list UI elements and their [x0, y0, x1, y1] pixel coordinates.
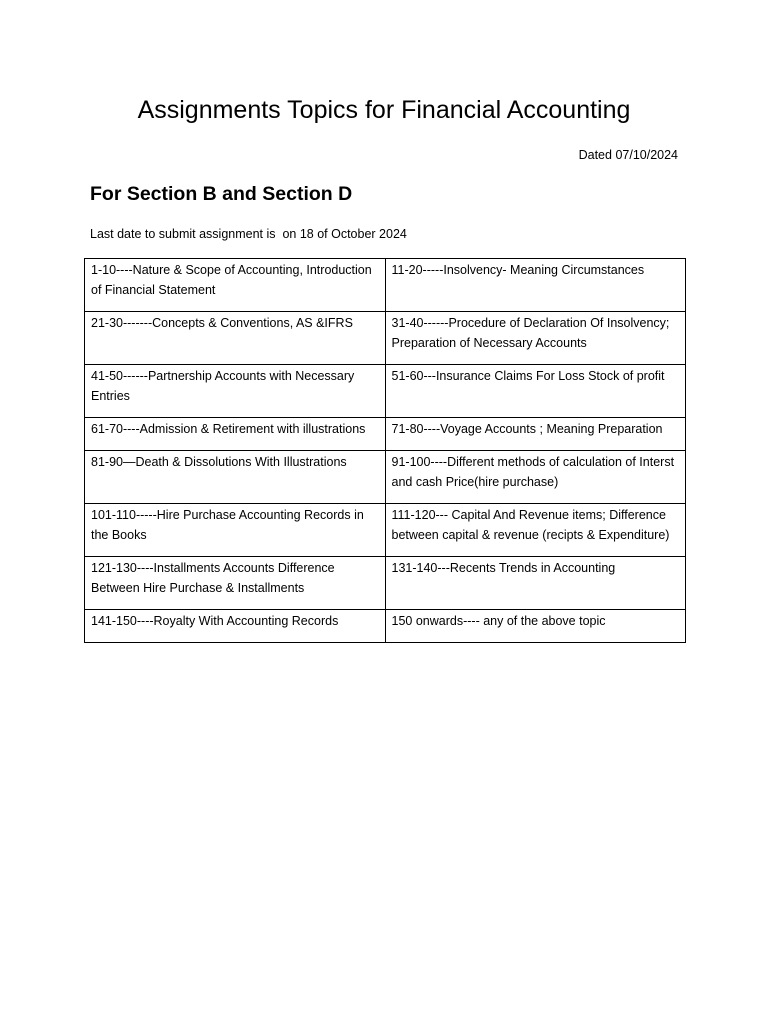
table-row — [85, 312, 686, 365]
document-title: Assignments Topics for Financial Accounting — [137, 96, 631, 124]
table-cell: 101-110-----Hire Purchase Accounting Records in the Books — [85, 504, 386, 557]
table-cell: 61-70----Admission & Retirement with illustrations — [85, 418, 386, 451]
deadline-text: Last date to submit assignment is on 18 of October 2024 — [90, 227, 407, 241]
table-cell: 71-80----Voyage Accounts ; Meaning Preparation — [385, 418, 686, 451]
table-cell: 81-90—Death & Dissolutions With Illustrations — [85, 451, 386, 504]
table-row — [85, 504, 686, 557]
section-heading: For Section B and Section D — [90, 183, 353, 205]
table-row — [85, 610, 686, 643]
table-cell: 1-10----Nature & Scope of Accounting, Introduction of Financial Statement — [85, 259, 386, 312]
table-cell: 41-50------Partnership Accounts with Necessary Entries — [85, 365, 386, 418]
table-cell: 21-30-------Concepts & Conventions, AS &IFRS — [85, 312, 386, 365]
table-cell: 51-60---Insurance Claims For Loss Stock of profit — [385, 365, 686, 418]
date-label: Dated 07/10/2024 — [578, 148, 678, 162]
table-cell: 121-130----Installments Accounts Difference Between Hire Purchase & Installments — [85, 557, 386, 610]
table-row — [85, 418, 686, 451]
table-row — [85, 365, 686, 418]
topics-table — [84, 258, 686, 643]
table-cell: 31-40------Procedure of Declaration Of Insolvency; Preparation of Necessary Accounts — [385, 312, 686, 365]
table-cell: 91-100----Different methods of calculation of Interst and cash Price(hire purchase) — [385, 451, 686, 504]
table-cell: 150 onwards---- any of the above topic — [385, 610, 686, 643]
table-cell: 141-150----Royalty With Accounting Records — [85, 610, 386, 643]
table-row — [85, 451, 686, 504]
table-row — [85, 557, 686, 610]
table-cell: 11-20-----Insolvency- Meaning Circumstances — [385, 259, 686, 312]
table-cell: 111-120--- Capital And Revenue items; Difference between capital & revenue (recipts & Expenditure) — [385, 504, 686, 557]
table-cell: 131-140---Recents Trends in Accounting — [385, 557, 686, 610]
table-row — [85, 259, 686, 312]
